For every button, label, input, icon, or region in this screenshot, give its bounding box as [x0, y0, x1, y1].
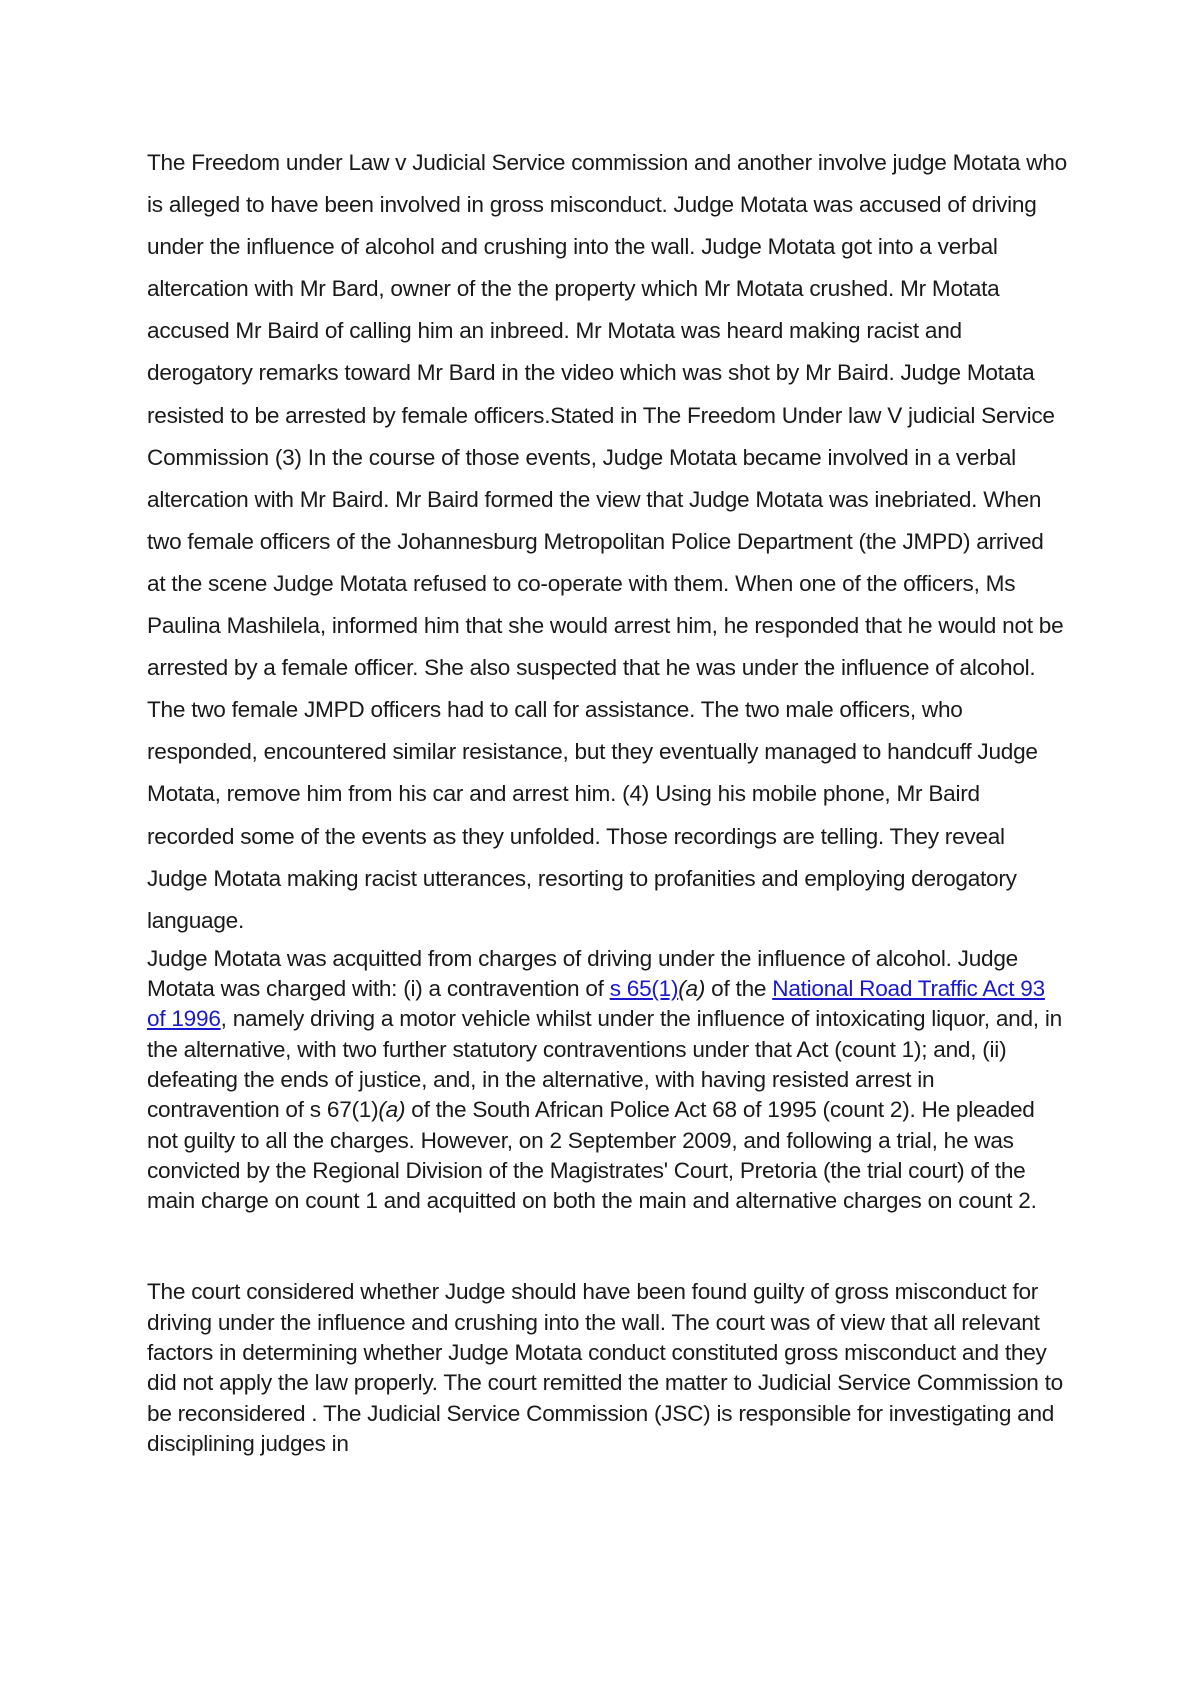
national-road-traffic-act-link[interactable]: National Road Traffic Act 93 of 1996 [147, 976, 1045, 1032]
charges-italic-a: (a) [678, 976, 706, 1002]
charges-text-2: of the [705, 976, 773, 1002]
document-body [147, 142, 1067, 1459]
paragraph-charges [147, 944, 1067, 1217]
charges-text-1: Judge Motata was acquitted from charges of driving under the influence of alcohol. Judge Motata was charged with: (i) a contravention of [147, 945, 1018, 1002]
paragraph-court-consideration: The court considered whether Judge should have been found guilty of gross misconduct for driving under the influence and crushing into the wall. The court was of view that all relevant factors in determining whether Judge Motata conduct constituted gross misconduct and they did not apply the law properly. The court remitted the matter to Judicial Service Commission to be reconsidered . The Judicial Service Commission (JSC) is responsible for investigating and disciplining judges in [147, 1279, 1063, 1456]
charges-italic-a-2: (a) [378, 1097, 406, 1123]
paragraph-case-facts: The Freedom under Law v Judicial Service commission and another involve judge Motata who is alleged to have been involved in gross misconduct. Judge Motata was accused of driving under the influence of alcohol and crushing into the wall. Judge Motata got into a verbal altercation with Mr Bard, owner of the the property which Mr Motata crushed. Mr Motata accused Mr Baird of calling him an inbreed. Mr Motata was heard making racist and derogatory remarks toward Mr Bard in the video which was shot by Mr Baird. Judge Motata resisted to be arrested by female officers.Stated in The Freedom Under law V judicial Service Commission (3) In the course of those events, Judge Motata became involved in a verbal altercation with Mr Baird. Mr Baird formed the view that Judge Motata was inebriated. When two female officers of the Johannesburg Metropolitan Police Department (the JMPD) arrived at the scene Judge Motata refused to co-operate with them. When one of the officers, Ms Paulina Mashilela, informed him that she would arrest him, he responded that he would not be arrested by a female officer. She also suspected that he was under the influence of alcohol. The two female JMPD officers had to call for assistance. The two male officers, who responded, encountered similar resistance, but they eventually managed to handcuff Judge Motata, remove him from his car and arrest him. (4) Using his mobile phone, Mr Baird recorded some of the events as they unfolded. Those recordings are telling. They reveal Judge Motata making racist utterances, resorting to profanities and employing derogatory language. [147, 150, 1067, 933]
section-65-link[interactable]: s 65(1) [609, 976, 679, 1002]
charges-text-3: , namely driving a motor vehicle whilst under the influence of intoxicating liquor, and, in the alternative, with two further statutory contraventions under that Act (count 1); and, (ii) defeating the ends of justice, and, in the alternative, with having resisted arrest in contravention of s 67(1) [147, 1006, 1062, 1123]
charges-text-4: of the South African Police Act 68 of 1995 (count 2). He pleaded not guilty to all the charges. However, on 2 September 2009, and following a trial, he was convicted by the Regional Division of the Magistrates' Court, Pretoria (the trial court) of the main charge on count 1 and acquitted on both the main and alternative charges on count 2. [147, 1097, 1037, 1214]
